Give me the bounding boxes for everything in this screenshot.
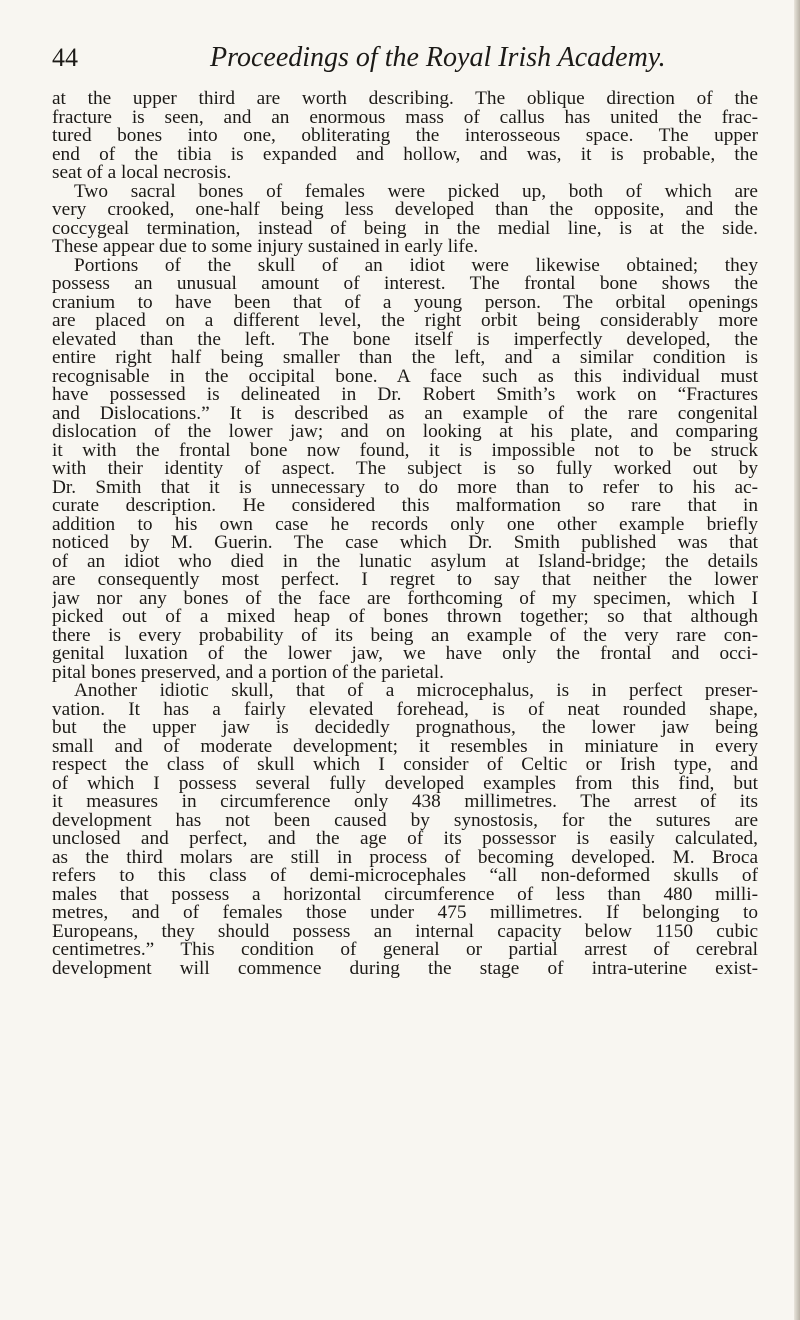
body-text bbox=[52, 90, 758, 978]
text-line: as the third molars are still in process of becoming developed. M. Broca bbox=[52, 848, 758, 867]
text-line: recognisable in the occipital bone. A face such as this individual must bbox=[52, 367, 758, 386]
text-line: small and of moderate development; it resembles in miniature in every bbox=[52, 737, 758, 756]
text-line: coccygeal termination, instead of being in the medial line, is at the side. bbox=[52, 219, 758, 238]
page-header bbox=[52, 38, 752, 78]
text-line: development will commence during the stage of intra-uterine exist- bbox=[52, 959, 758, 978]
text-line: These appear due to some injury sustained in early life. bbox=[52, 238, 479, 257]
text-line: metres, and of females those under 475 millimetres. If belonging to bbox=[52, 904, 758, 923]
text-line: noticed by M. Guerin. The case which Dr. Smith published was that bbox=[52, 534, 758, 553]
text-line: dislocation of the lower jaw; and on looking at his plate, and comparing bbox=[52, 423, 758, 442]
text-line: and Dislocations.” It is described as an example of the rare congenital bbox=[52, 404, 758, 423]
text-line: genital luxation of the lower jaw, we have only the frontal and occi- bbox=[52, 645, 758, 664]
text-line: Portions of the skull of an idiot were likewise obtained; they bbox=[74, 256, 758, 275]
text-line: fracture is seen, and an enormous mass of callus has united the frac- bbox=[52, 108, 758, 127]
text-line: unclosed and perfect, and the age of its possessor is easily calculated, bbox=[52, 830, 758, 849]
text-line: addition to his own case he records only one other example briefly bbox=[52, 515, 758, 534]
running-title: Proceedings of the Royal Irish Academy. bbox=[210, 42, 666, 73]
text-line: development has not been caused by synostosis, for the sutures are bbox=[52, 811, 758, 830]
text-line: it with the frontal bone now found, it is impossible not to be struck bbox=[52, 441, 758, 460]
text-line: of which I possess several fully developed examples from this find, but bbox=[52, 774, 758, 793]
text-line: cranium to have been that of a young person. The orbital openings bbox=[52, 293, 758, 312]
text-line: curate description. He considered this malformation so rare that in bbox=[52, 497, 758, 516]
text-line: Dr. Smith that it is unnecessary to do more than to refer to his ac- bbox=[52, 478, 758, 497]
text-line: tured bones into one, obliterating the interosseous space. The upper bbox=[52, 127, 758, 146]
text-line: but the upper jaw is decidedly prognathous, the lower jaw being bbox=[52, 719, 758, 738]
text-line: possess an unusual amount of interest. The frontal bone shows the bbox=[52, 275, 758, 294]
text-line: end of the tibia is expanded and hollow, and was, it is probable, the bbox=[52, 145, 758, 164]
text-line: seat of a local necrosis. bbox=[52, 164, 232, 183]
page-edge-shadow bbox=[794, 0, 800, 1320]
text-line: Two sacral bones of females were picked up, both of which are bbox=[74, 182, 758, 201]
text-line: very crooked, one-half being less developed than the opposite, and the bbox=[52, 201, 758, 220]
text-line: centimetres.” This condition of general or partial arrest of cerebral bbox=[52, 941, 758, 960]
text-line: jaw nor any bones of the face are forthcoming of my specimen, which I bbox=[52, 589, 758, 608]
text-line: have possessed is delineated in Dr. Robert Smith’s work on “Fractures bbox=[52, 386, 758, 405]
text-line: at the upper third are worth describing. The oblique direction of the bbox=[52, 90, 758, 109]
text-line: Europeans, they should possess an internal capacity below 1150 cubic bbox=[52, 922, 758, 941]
text-line: respect the class of skull which I consider of Celtic or Irish type, and bbox=[52, 756, 758, 775]
text-line: there is every probability of its being an example of the very rare con- bbox=[52, 626, 758, 645]
text-line: elevated than the left. The bone itself is imperfectly developed, the bbox=[52, 330, 758, 349]
text-line: pital bones preserved, and a portion of the parietal. bbox=[52, 663, 444, 682]
text-line: Another idiotic skull, that of a microcephalus, is in perfect preser- bbox=[74, 682, 758, 701]
text-line: it measures in circumference only 438 millimetres. The arrest of its bbox=[52, 793, 758, 812]
text-line: entire right half being smaller than the left, and a similar condition is bbox=[52, 349, 758, 368]
text-line: picked out of a mixed heap of bones thrown together; so that although bbox=[52, 608, 758, 627]
text-line: males that possess a horizontal circumference of less than 480 milli- bbox=[52, 885, 758, 904]
page-number: 44 bbox=[52, 43, 78, 72]
text-line: refers to this class of demi-microcephales “all non-deformed skulls of bbox=[52, 867, 758, 886]
text-line: vation. It has a fairly elevated forehead, is of neat rounded shape, bbox=[52, 700, 758, 719]
text-line: with their identity of aspect. The subject is so fully worked out by bbox=[52, 460, 758, 479]
text-line: are placed on a different level, the right orbit being considerably more bbox=[52, 312, 758, 331]
text-line: of an idiot who died in the lunatic asylum at Island-bridge; the details bbox=[52, 552, 758, 571]
text-line: are consequently most perfect. I regret to say that neither the lower bbox=[52, 571, 758, 590]
